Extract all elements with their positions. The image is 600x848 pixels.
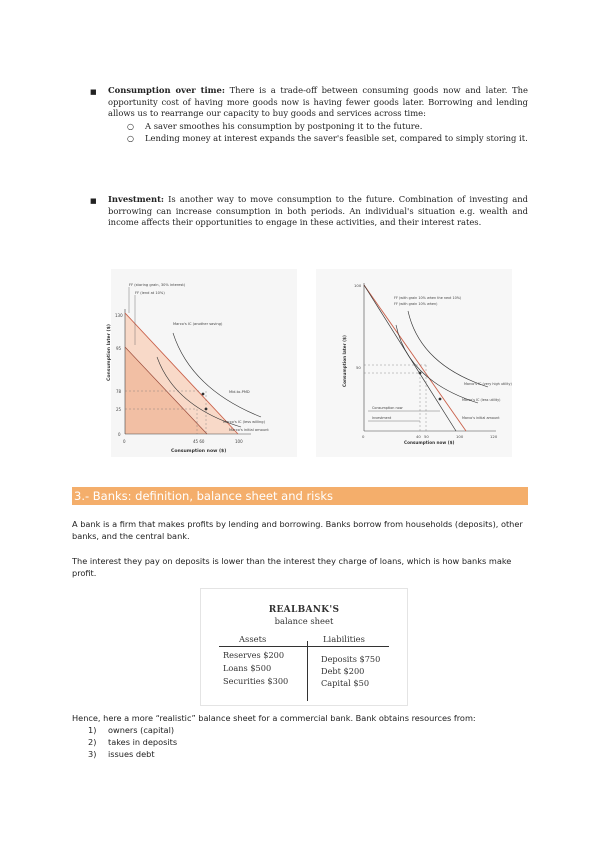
list-text: issues debt (108, 749, 155, 759)
list-number: 2) (88, 737, 97, 747)
figure-consumption-left (107, 269, 297, 457)
label-ff-low: FF (with grain 10% when) (394, 302, 438, 306)
list-item (88, 736, 177, 748)
label-ic-c: Marco's initial amount (462, 416, 500, 420)
asset-loans: Loans $500 (223, 663, 272, 673)
balance-sheet-subtitle: balance sheet (274, 616, 334, 626)
initial-point (205, 408, 208, 411)
list-text: owners (capital) (108, 725, 175, 735)
y-tick: 95 (116, 346, 122, 351)
sub-bullet-marker: ○ (127, 134, 134, 143)
x-tick: 120 (490, 434, 498, 439)
investment-paragraph (108, 194, 528, 229)
x-tick: 0 (362, 434, 365, 439)
consumption-title: Consumption over time: (108, 85, 225, 95)
x-tick: 100 (456, 434, 464, 439)
figure-consumption-right (316, 269, 512, 457)
resources-list (88, 724, 177, 760)
indifference-curve-a (408, 311, 488, 387)
label-ff-high: FF (with grain 10% when the next 10%) (394, 296, 462, 300)
balance-sheet-title: REALBANK'S (268, 605, 340, 615)
realistic-balance-intro: Hence, here a more “realistic” balance sheet for a commercial bank. Bank obtains resources from: (72, 713, 476, 723)
label-investment: Investment (372, 416, 392, 420)
sub-bullet-marker: ○ (127, 122, 134, 131)
list-number: 3) (88, 749, 97, 759)
y-tick: 78 (116, 389, 122, 394)
label-ff-lending: FF (lend at 10%) (135, 291, 165, 295)
optimum-point (419, 372, 422, 375)
list-item (88, 748, 177, 760)
y-axis-label: Consumption later ($) (107, 324, 112, 381)
list-text: takes in deposits (108, 737, 178, 747)
label-ic-high: Marco's IC (another saving) (173, 322, 223, 326)
label-ic-b: Marco's IC (less utility) (462, 398, 501, 402)
banks-definition-paragraph: A bank is a firm that makes profits by lending and borrowing. Banks borrow from households (deposits), other banks, and the central bank. (72, 519, 523, 541)
banks-interest-paragraph: The interest they pay on deposits is lower than the interest they charge of loans, which is how banks make profit. (72, 556, 512, 578)
assets-header: Assets (239, 634, 267, 644)
consumption-paragraph (108, 85, 528, 120)
list-number: 1) (88, 725, 97, 735)
y-tick: 100 (354, 283, 362, 288)
bullet-marker: ■ (90, 197, 97, 205)
x-tick: 0 (123, 439, 126, 444)
y-tick: 25 (116, 407, 122, 412)
t-account-horizontal (219, 646, 389, 647)
bullet-marker: ■ (90, 88, 97, 96)
liability-debt: Debt $200 (321, 666, 365, 676)
asset-reserves: Reserves $200 (223, 650, 285, 660)
label-ic-a: Marco's IC (very high utility) (464, 382, 512, 386)
label-ic-low2: Marco's initial amount (229, 428, 269, 432)
y-tick: 50 (356, 365, 361, 370)
y-tick: 130 (115, 313, 123, 318)
x-tick: 100 (235, 439, 243, 444)
indifference-curve-b (396, 325, 478, 403)
x-tick: 40 (416, 434, 421, 439)
liability-capital: Capital $50 (321, 678, 370, 688)
label-cons-now: Consumption now (372, 406, 403, 410)
consumption-text: There is a trade-off between consuming goods now and later. The opportunity cost of having more goods now is having fewer goods later. Borrowing and lending allows us to rearrange our capacity to buy goods and services across time: (108, 85, 528, 119)
section-heading-banks: 3.- Banks: definition, balance sheet and risks (72, 487, 528, 505)
optimum-point (202, 393, 205, 396)
list-item (88, 724, 177, 736)
x-axis-label: Consumption now ($) (171, 449, 227, 454)
sub-item-lending: Lending money at interest expands the saver's feasible set, compared to simply storing it. (145, 133, 528, 143)
investment-text: Is another way to move consumption to the future. Combination of investing and borrowing can increase consumption in both periods. An individual's situation e.g. wealth and income affects their opportunities to engage in these activities, and their interest rates. (108, 194, 528, 228)
label-ic-low: Marco's IC (less willing) (223, 420, 265, 424)
chart-right-svg (316, 269, 512, 457)
investment-title: Investment: (108, 194, 165, 204)
label-mid: Mid-to-PMD (229, 390, 250, 394)
chart-left-svg (107, 269, 297, 457)
liability-deposits: Deposits $750 (321, 654, 381, 664)
x-tick: 50 (424, 434, 429, 439)
x-tick: 45 60 (193, 439, 205, 444)
balance-sheet-figure (200, 588, 408, 706)
sub-item-saver: A saver smoothes his consumption by postponing it to the future. (145, 121, 423, 131)
t-account-vertical (307, 641, 308, 701)
asset-securities: Securities $300 (223, 676, 289, 686)
y-axis-label: Consumption later ($) (342, 335, 347, 387)
x-axis-label: Consumption now ($) (404, 440, 455, 445)
y-tick: 0 (118, 432, 121, 437)
liabilities-header: Liabilities (323, 634, 365, 644)
initial-point (439, 398, 442, 401)
label-ff-saving: FF (storing grain, 30% interest) (129, 283, 186, 287)
